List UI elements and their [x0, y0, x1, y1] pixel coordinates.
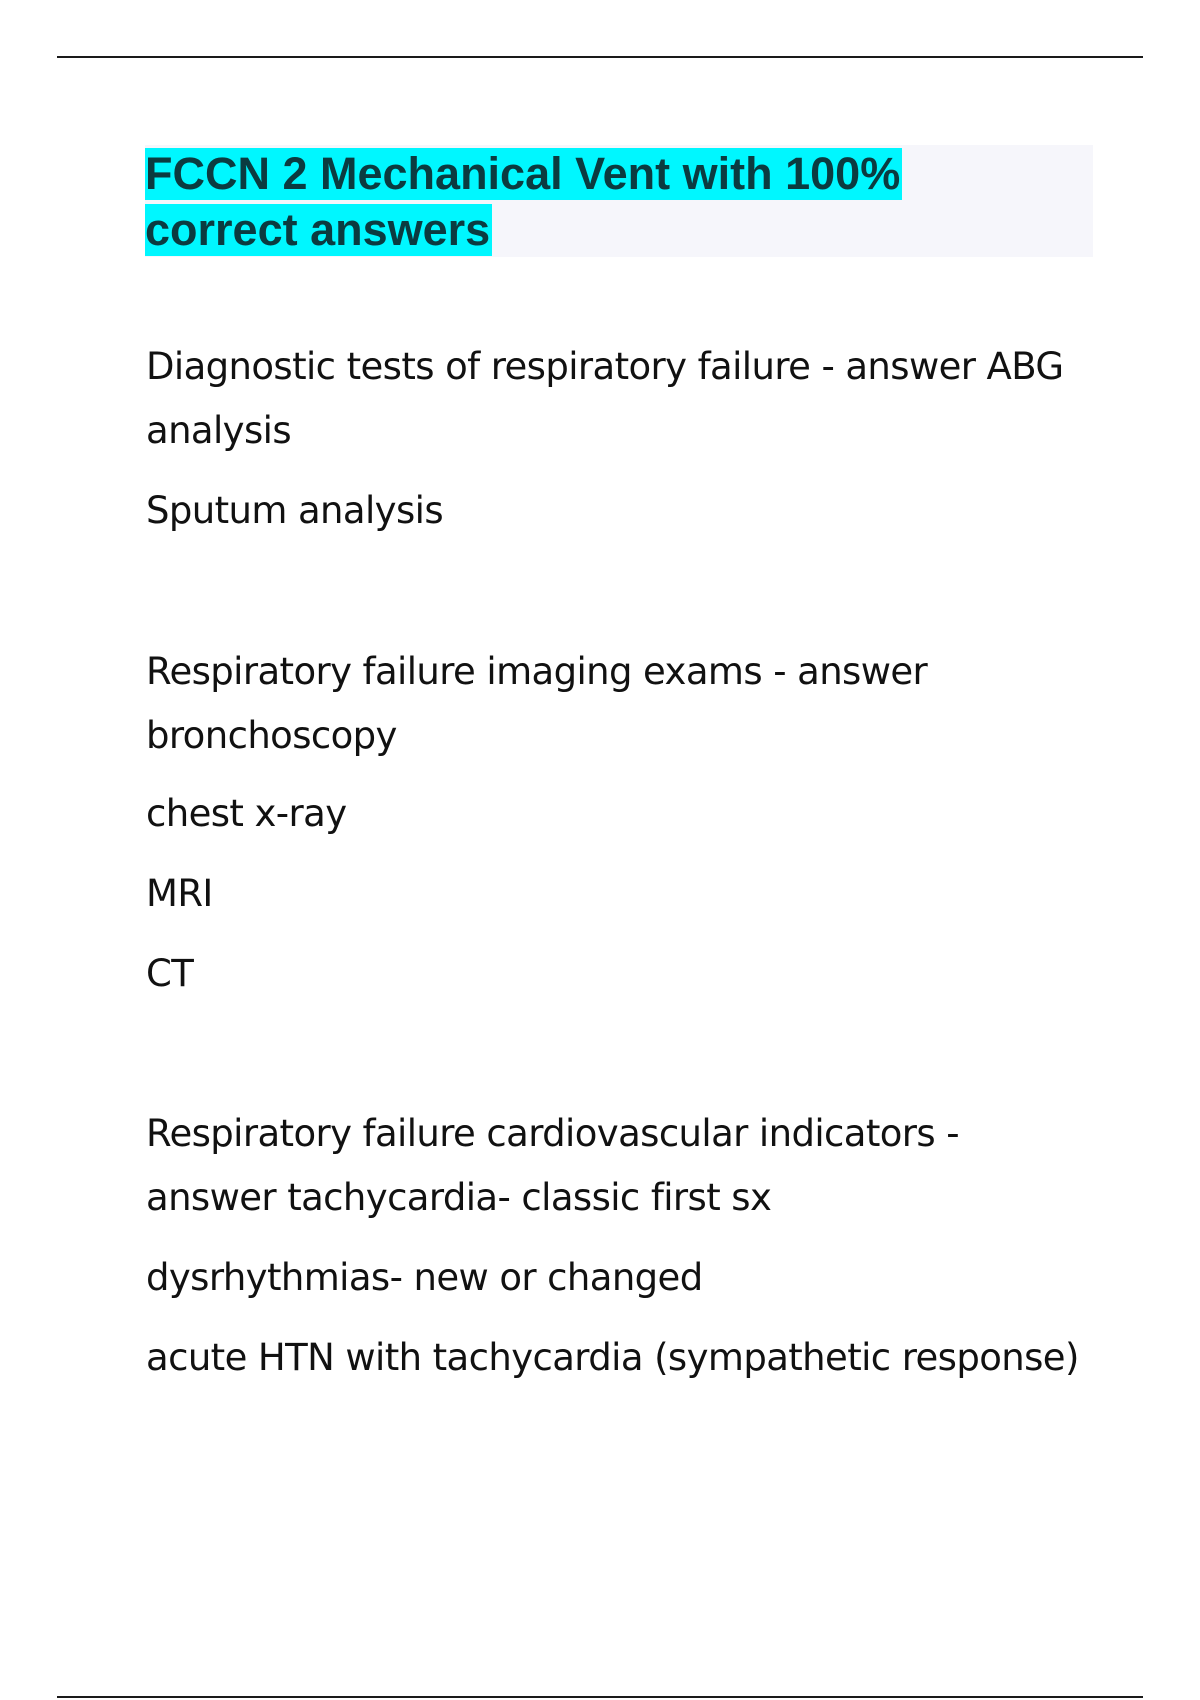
- bottom-rule: [57, 1696, 1143, 1698]
- qa-item-3-line-2: dysrhythmias- new or changed: [146, 1256, 703, 1299]
- title-line-2: correct answers: [145, 204, 491, 255]
- qa-item-2-line-4: CT: [146, 952, 194, 995]
- qa-item-2-line-2: chest x-ray: [146, 792, 347, 835]
- qa-item-2-line-1: Respiratory failure imaging exams - answer bronchoscopy: [146, 650, 928, 757]
- qa-item-1-line-2: Sputum analysis: [146, 489, 443, 532]
- document-title: [145, 146, 902, 258]
- qa-item-3-line-3: acute HTN with tachycardia (sympathetic response): [146, 1336, 1079, 1379]
- qa-item-2-line-3: MRI: [146, 872, 213, 915]
- top-rule: [57, 56, 1143, 58]
- qa-item-1-line-1: Diagnostic tests of respiratory failure - answer ABG analysis: [146, 345, 1064, 452]
- qa-item-3-line-1: Respiratory failure cardiovascular indicators - answer tachycardia- classic first sx: [146, 1112, 959, 1219]
- title-line-1: FCCN 2 Mechanical Vent with 100%: [145, 148, 901, 199]
